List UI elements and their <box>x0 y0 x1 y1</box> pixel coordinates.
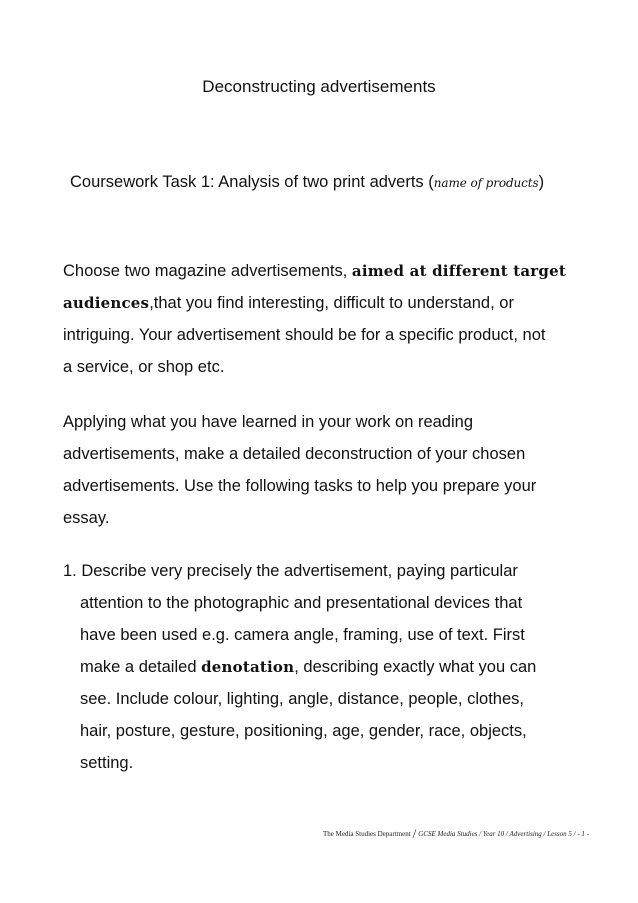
item-line-6: hair, posture, gesture, positioning, age, gender, race, objects, <box>80 722 527 740</box>
intro-emphasis-2: audiences <box>63 294 150 312</box>
footer-department: The Media Studies Department <box>323 830 411 838</box>
item-line-2: attention to the photographic and presentational devices that <box>80 594 523 612</box>
intro-line-4: a service, or shop etc. <box>63 358 225 376</box>
item-line-3: have been used e.g. camera angle, framing, use of text. First <box>80 626 525 644</box>
instructions-line-2: advertisements, make a detailed deconstruction of your chosen <box>63 445 526 463</box>
task-heading-text: Coursework Task 1: Analysis of two print adverts ( <box>70 173 434 191</box>
item-text: make a detailed <box>80 658 202 676</box>
task-list-item-1 <box>63 555 603 779</box>
instructions-line-1: Applying what you have learned in your work on reading <box>63 413 474 431</box>
instructions-paragraph <box>63 406 593 534</box>
item-line-7: setting. <box>80 754 134 772</box>
intro-text: Choose two magazine advertisements, <box>63 262 352 280</box>
intro-paragraph <box>63 255 593 383</box>
intro-line-3: intriguing. Your advertisement should be for a specific product, not <box>63 326 546 344</box>
task-heading-close: ) <box>538 173 545 191</box>
document-title: Deconstructing advertisements <box>202 77 436 96</box>
task-heading-product-placeholder: name of products <box>433 176 539 190</box>
intro-emphasis: aimed at different target <box>351 262 566 280</box>
instructions-line-3: advertisements. Use the following tasks to help you prepare your <box>63 477 537 495</box>
task-heading <box>70 171 544 194</box>
item-line-1: 1. Describe very precisely the advertisement, paying particular <box>63 562 518 580</box>
item-text-2: , describing exactly what you can <box>294 658 537 676</box>
intro-line-2 <box>63 287 593 319</box>
page-footer <box>323 828 589 840</box>
item-line-5: see. Include colour, lighting, angle, distance, people, clothes, <box>80 690 524 708</box>
instructions-line-4: essay. <box>63 509 110 527</box>
item-line-4 <box>63 651 603 683</box>
footer-course-info: GCSE Media Studies / Year 10 / Advertising / Lesson 5 / - 1 - <box>418 830 590 838</box>
item-emphasis: denotation <box>201 658 295 676</box>
intro-text-2: ,that you find interesting, difficult to understand, or <box>149 294 514 312</box>
footer-separator: / <box>412 826 417 841</box>
intro-line-1 <box>63 255 593 287</box>
